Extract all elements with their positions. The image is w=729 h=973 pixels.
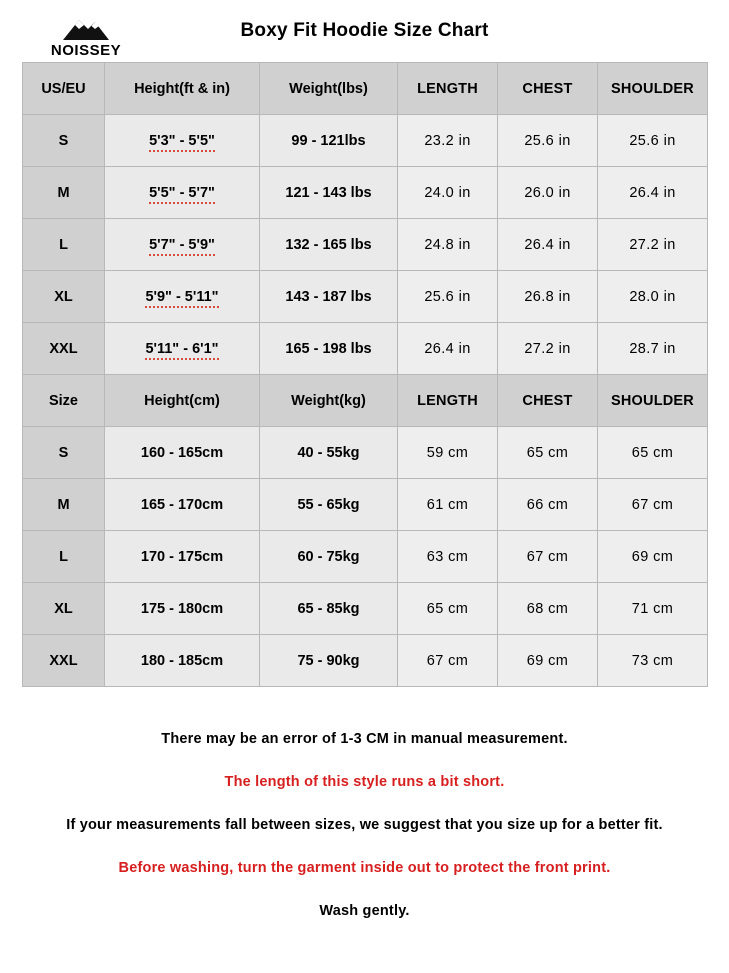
cell-height: 160 - 165cm xyxy=(105,427,260,479)
cell-chest: 27.2 in xyxy=(498,323,598,375)
table-header-row-metric xyxy=(23,375,708,427)
cell-chest: 26.4 in xyxy=(498,219,598,271)
cell-shoulder: 71 cm xyxy=(598,583,708,635)
brand-name: NOISSEY xyxy=(50,42,122,59)
cell-length: 67 cm xyxy=(398,635,498,687)
note-length-warning: The length of this style runs a bit short. xyxy=(224,774,505,790)
column-header-shoulder: SHOULDER xyxy=(598,63,708,115)
table-row xyxy=(23,479,708,531)
column-header-shoulder: SHOULDER xyxy=(598,375,708,427)
cell-shoulder: 69 cm xyxy=(598,531,708,583)
size-chart-table xyxy=(22,62,708,687)
cell-shoulder: 73 cm xyxy=(598,635,708,687)
cell-shoulder: 28.7 in xyxy=(598,323,708,375)
cell-weight: 60 - 75kg xyxy=(260,531,398,583)
cell-size: XL xyxy=(23,583,105,635)
cell-chest: 66 cm xyxy=(498,479,598,531)
cell-length: 65 cm xyxy=(398,583,498,635)
cell-chest: 25.6 in xyxy=(498,115,598,167)
cell-chest: 67 cm xyxy=(498,531,598,583)
cell-size: XXL xyxy=(23,323,105,375)
table-row xyxy=(23,635,708,687)
column-header-height: Height(ft & in) xyxy=(105,63,260,115)
cell-height: 165 - 170cm xyxy=(105,479,260,531)
cell-shoulder: 28.0 in xyxy=(598,271,708,323)
cell-weight: 121 - 143 lbs xyxy=(260,167,398,219)
cell-size: M xyxy=(23,479,105,531)
note-size-up: If your measurements fall between sizes, we suggest that you size up for a better fit. xyxy=(66,817,663,833)
cell-height: 5'7" - 5'9" xyxy=(105,219,260,271)
cell-shoulder: 25.6 in xyxy=(598,115,708,167)
cell-height: 5'5" - 5'7" xyxy=(105,167,260,219)
cell-chest: 68 cm xyxy=(498,583,598,635)
cell-weight: 165 - 198 lbs xyxy=(260,323,398,375)
table-row xyxy=(23,427,708,479)
table-row xyxy=(23,167,708,219)
table-row xyxy=(23,115,708,167)
column-header-chest: CHEST xyxy=(498,63,598,115)
cell-length: 59 cm xyxy=(398,427,498,479)
cell-shoulder: 26.4 in xyxy=(598,167,708,219)
cell-weight: 75 - 90kg xyxy=(260,635,398,687)
cell-size: XXL xyxy=(23,635,105,687)
cell-height: 175 - 180cm xyxy=(105,583,260,635)
cell-height: 180 - 185cm xyxy=(105,635,260,687)
note-measurement-error: There may be an error of 1-3 CM in manual measurement. xyxy=(161,731,568,747)
cell-length: 23.2 in xyxy=(398,115,498,167)
cell-size: L xyxy=(23,531,105,583)
cell-size: S xyxy=(23,115,105,167)
cell-chest: 69 cm xyxy=(498,635,598,687)
column-header-size: US/EU xyxy=(23,63,105,115)
column-header-length: LENGTH xyxy=(398,375,498,427)
cell-length: 24.8 in xyxy=(398,219,498,271)
column-header-weight: Weight(lbs) xyxy=(260,63,398,115)
cell-weight: 65 - 85kg xyxy=(260,583,398,635)
notes-section xyxy=(0,731,729,920)
cell-length: 63 cm xyxy=(398,531,498,583)
cell-length: 26.4 in xyxy=(398,323,498,375)
cell-shoulder: 65 cm xyxy=(598,427,708,479)
cell-length: 61 cm xyxy=(398,479,498,531)
cell-size: S xyxy=(23,427,105,479)
cell-chest: 26.0 in xyxy=(498,167,598,219)
column-header-size: Size xyxy=(23,375,105,427)
size-table-container xyxy=(22,62,707,687)
cell-chest: 65 cm xyxy=(498,427,598,479)
table-row xyxy=(23,219,708,271)
cell-weight: 40 - 55kg xyxy=(260,427,398,479)
table-header-row-imperial xyxy=(23,63,708,115)
cell-length: 25.6 in xyxy=(398,271,498,323)
cell-height: 170 - 175cm xyxy=(105,531,260,583)
table-row xyxy=(23,271,708,323)
cell-weight: 143 - 187 lbs xyxy=(260,271,398,323)
table-row xyxy=(23,583,708,635)
cell-chest: 26.8 in xyxy=(498,271,598,323)
column-header-weight: Weight(kg) xyxy=(260,375,398,427)
cell-weight: 99 - 121lbs xyxy=(260,115,398,167)
cell-height: 5'11" - 6'1" xyxy=(105,323,260,375)
page-header xyxy=(0,0,729,62)
cell-size: XL xyxy=(23,271,105,323)
page-title: Boxy Fit Hoodie Size Chart xyxy=(240,20,489,41)
cell-shoulder: 27.2 in xyxy=(598,219,708,271)
cell-size: M xyxy=(23,167,105,219)
cell-size: L xyxy=(23,219,105,271)
cell-length: 24.0 in xyxy=(398,167,498,219)
cell-height: 5'3" - 5'5" xyxy=(105,115,260,167)
table-row xyxy=(23,531,708,583)
column-header-chest: CHEST xyxy=(498,375,598,427)
table-row xyxy=(23,323,708,375)
cell-height: 5'9" - 5'11" xyxy=(105,271,260,323)
column-header-height: Height(cm) xyxy=(105,375,260,427)
cell-weight: 132 - 165 lbs xyxy=(260,219,398,271)
note-washing-instructions: Before washing, turn the garment inside out to protect the front print. xyxy=(118,860,611,876)
cell-weight: 55 - 65kg xyxy=(260,479,398,531)
note-wash-gently: Wash gently. xyxy=(319,903,410,919)
column-header-length: LENGTH xyxy=(398,63,498,115)
cell-shoulder: 67 cm xyxy=(598,479,708,531)
